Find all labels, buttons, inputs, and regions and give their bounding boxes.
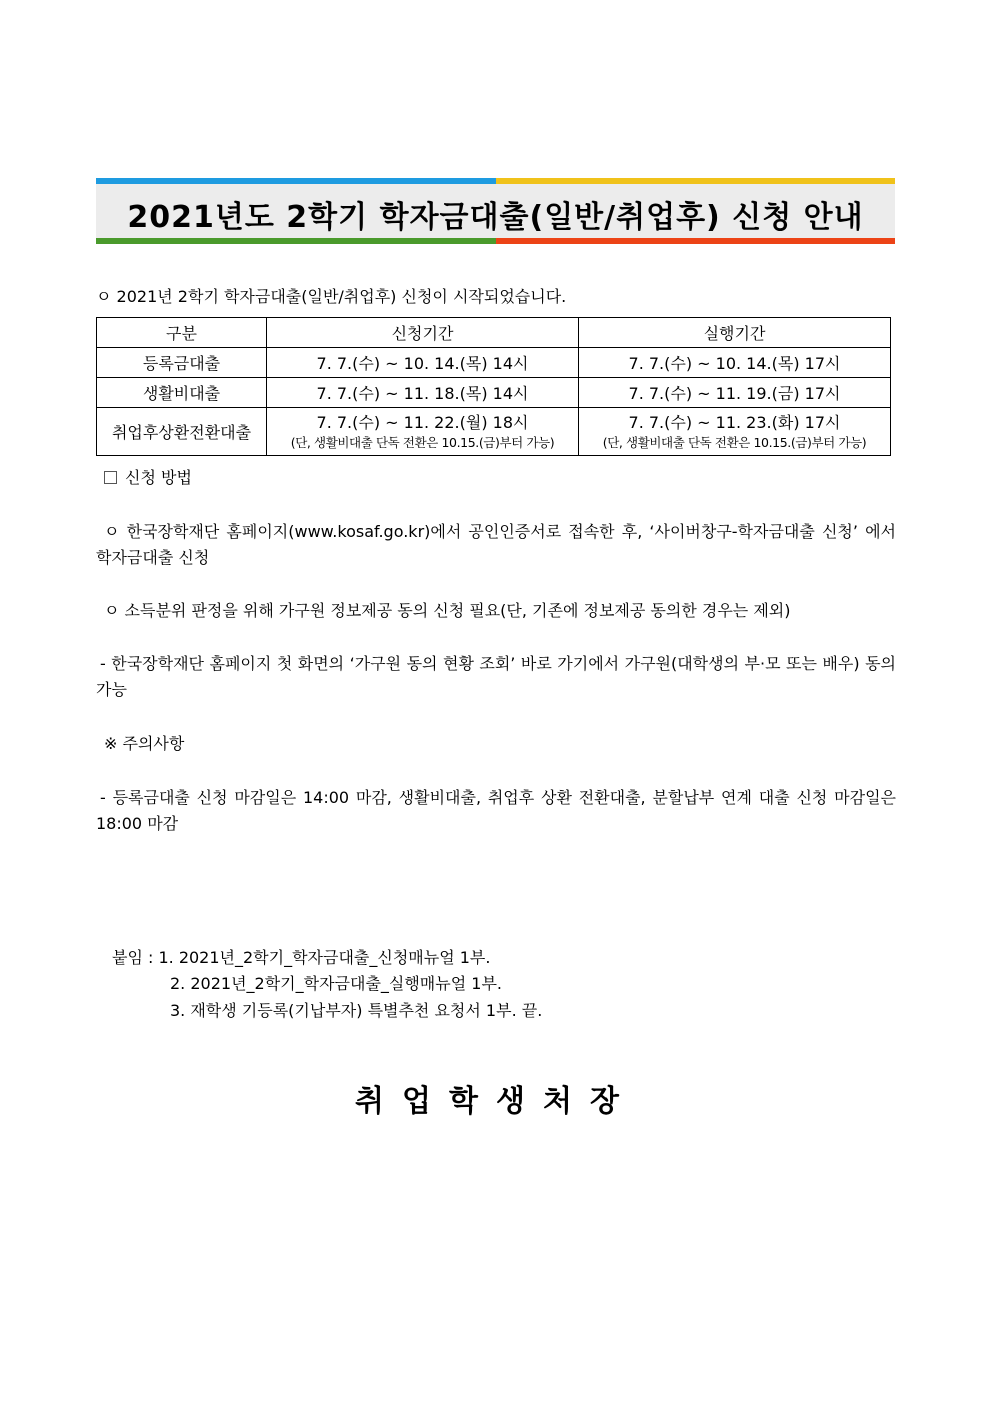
- table-header-row: [97, 318, 891, 348]
- banner-bar-green: [96, 238, 496, 244]
- row-type: 생활비대출: [97, 378, 267, 408]
- caution-heading: ※ 주의사항: [104, 734, 185, 753]
- row-type: 등록금대출: [97, 348, 267, 378]
- banner-bar-blue: [96, 178, 496, 184]
- header-exec-period: 실행기간: [579, 318, 891, 348]
- row-type: 취업후상환전환대출: [97, 408, 267, 456]
- row-exec: 7. 7.(수) ~ 11. 19.(금) 17시: [579, 378, 891, 408]
- signature: 취업학생처장: [355, 1084, 637, 1119]
- schedule-table: [96, 317, 891, 456]
- table-row: [97, 408, 891, 456]
- header-type: 구분: [97, 318, 267, 348]
- row-apply-note: (단, 생활비대출 단독 전환은 10.15.(금)부터 가능): [290, 434, 555, 450]
- table-row: [97, 348, 891, 378]
- row-apply: 7. 7.(수) ~ 11. 22.(월) 18시: [316, 412, 529, 432]
- paragraph-deadline: - 등록금대출 신청 마감일은 14:00 마감, 생활비대출, 취업후 상환 전환대출, 분할납부 연계 대출 신청 마감일은 18:00 마감: [96, 788, 896, 833]
- title-banner: [96, 178, 895, 244]
- table-row: [97, 378, 891, 408]
- row-exec: 7. 7.(수) ~ 10. 14.(목) 17시: [579, 348, 891, 378]
- attachment-3: 3. 재학생 기등록(기납부자) 특별추천 요청서 1부. 끝.: [170, 1001, 543, 1020]
- row-exec-cell: [579, 408, 891, 456]
- paragraph-application: ㅇ 한국장학재단 홈페이지(www.kosaf.go.kr)에서 공인인증서로 접속한 후, ‘사이버창구-학자금대출 신청’ 에서 학자금대출 신청: [96, 522, 896, 567]
- banner-bar-yellow: [496, 178, 895, 184]
- row-apply: 7. 7.(수) ~ 11. 18.(목) 14시: [267, 378, 579, 408]
- paragraph-consent: ㅇ 소득분위 판정을 위해 가구원 정보제공 동의 신청 필요(단, 기존에 정보제공 동의한 경우는 제외): [104, 601, 791, 620]
- row-apply-cell: [267, 408, 579, 456]
- method-heading-text: 신청 방법: [125, 468, 192, 487]
- checkbox-icon: [104, 471, 117, 484]
- header-apply-period: 신청기간: [267, 318, 579, 348]
- row-exec-note: (단, 생활비대출 단독 전환은 10.15.(금)부터 가능): [602, 434, 867, 450]
- intro-text: ㅇ 2021년 2학기 학자금대출(일반/취업후) 신청이 시작되었습니다.: [96, 287, 567, 306]
- paragraph-consent-detail: - 한국장학재단 홈페이지 첫 화면의 ‘가구원 동의 현황 조회’ 바로 가기에서 가구원(대학생의 부·모 또는 배우) 동의 가능: [96, 654, 896, 699]
- method-heading: [104, 465, 192, 491]
- row-exec: 7. 7.(수) ~ 11. 23.(화) 17시: [628, 412, 841, 432]
- attachment-1: 붙임 : 1. 2021년_2학기_학자금대출_신청매뉴얼 1부.: [112, 948, 491, 967]
- attachment-2: 2. 2021년_2학기_학자금대출_실행매뉴얼 1부.: [170, 974, 502, 993]
- row-apply: 7. 7.(수) ~ 10. 14.(목) 14시: [267, 348, 579, 378]
- banner-bar-red: [496, 238, 895, 244]
- page-title: 2021년도 2학기 학자금대출(일반/취업후) 신청 안내: [127, 200, 864, 235]
